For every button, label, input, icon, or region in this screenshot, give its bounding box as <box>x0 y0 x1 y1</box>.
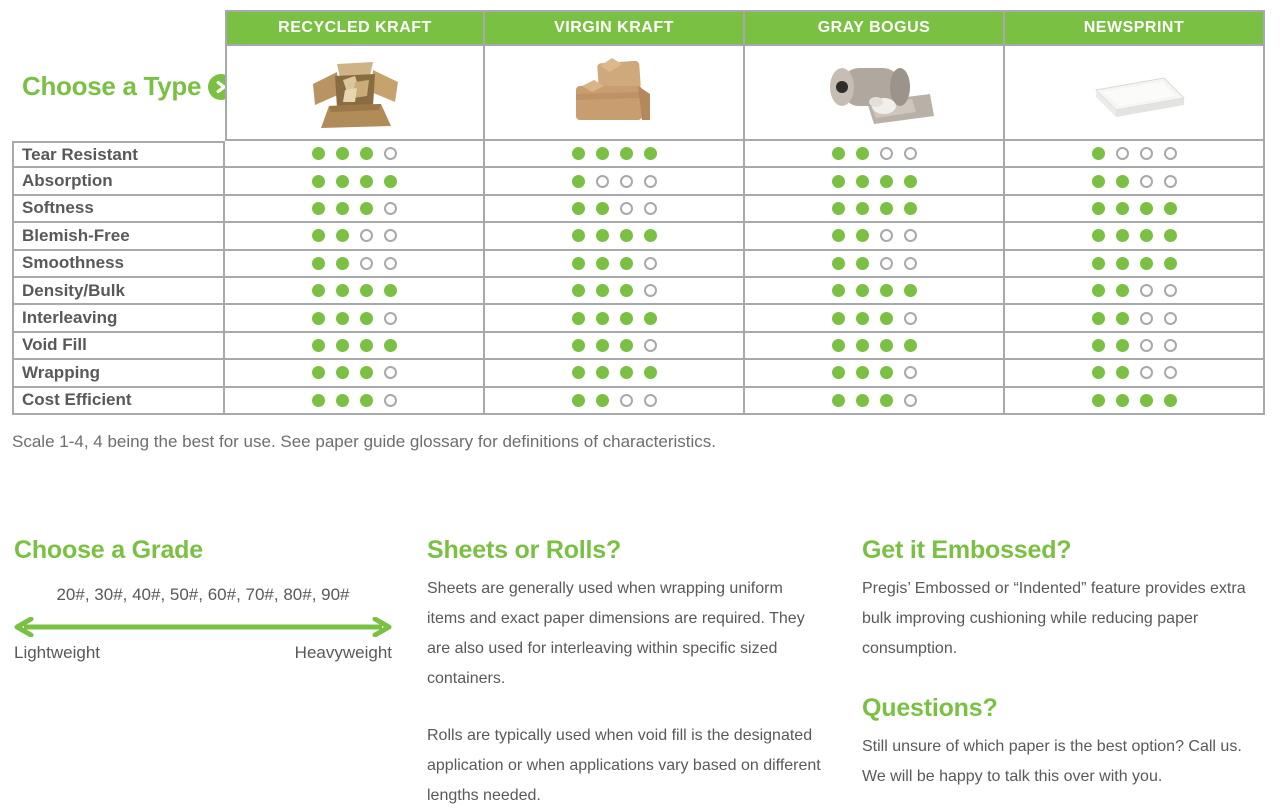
filled-rating-dot <box>336 284 349 297</box>
filled-rating-dot <box>384 175 397 188</box>
filled-rating-dot <box>880 366 893 379</box>
filled-rating-dot <box>904 339 917 352</box>
rating-density-bulk-gray-bogus <box>745 278 1005 305</box>
rating-softness-recycled-kraft <box>225 196 485 223</box>
recycled-kraft-image <box>293 50 418 136</box>
filled-rating-dot <box>620 366 633 379</box>
empty-rating-dot <box>620 394 633 407</box>
filled-rating-dot <box>832 339 845 352</box>
newsprint-sheets-cell <box>1005 46 1265 141</box>
filled-rating-dot <box>856 202 869 215</box>
lightweight-heavyweight-arrow-icon <box>14 617 392 637</box>
rating-interleaving-recycled-kraft <box>225 305 485 332</box>
filled-rating-dot <box>1140 394 1153 407</box>
empty-rating-dot <box>644 175 657 188</box>
questions-heading: Questions? <box>862 694 998 722</box>
filled-rating-dot <box>572 284 585 297</box>
choose-a-type-button[interactable] <box>12 10 225 141</box>
empty-rating-dot <box>904 257 917 270</box>
filled-rating-dot <box>1116 175 1129 188</box>
rating-smoothness-virgin-kraft <box>485 251 745 278</box>
sheets-or-rolls-heading: Sheets or Rolls? <box>427 536 622 564</box>
rating-wrapping-newsprint <box>1005 360 1265 387</box>
filled-rating-dot <box>644 147 657 160</box>
empty-rating-dot <box>384 147 397 160</box>
empty-rating-dot <box>1164 147 1177 160</box>
empty-rating-dot <box>644 394 657 407</box>
filled-rating-dot <box>1164 229 1177 242</box>
empty-rating-dot <box>1164 366 1177 379</box>
rating-density-bulk-recycled-kraft <box>225 278 485 305</box>
rating-cost-efficient-virgin-kraft <box>485 388 745 415</box>
virgin-kraft-packages-cell <box>485 46 745 141</box>
filled-rating-dot <box>572 202 585 215</box>
empty-rating-dot <box>644 257 657 270</box>
filled-rating-dot <box>1092 202 1105 215</box>
heavyweight-label: Heavyweight <box>294 643 392 662</box>
filled-rating-dot <box>1116 257 1129 270</box>
empty-rating-dot <box>904 366 917 379</box>
filled-rating-dot <box>832 394 845 407</box>
filled-rating-dot <box>644 366 657 379</box>
filled-rating-dot <box>336 257 349 270</box>
get-it-embossed-heading: Get it Embossed? <box>862 536 1072 564</box>
filled-rating-dot <box>1140 202 1153 215</box>
filled-rating-dot <box>572 147 585 160</box>
filled-rating-dot <box>1140 257 1153 270</box>
empty-rating-dot <box>904 394 917 407</box>
row-label-blemish-free: Blemish-Free <box>12 223 225 250</box>
filled-rating-dot <box>904 202 917 215</box>
empty-rating-dot <box>1140 339 1153 352</box>
filled-rating-dot <box>856 257 869 270</box>
row-label-cost-efficient: Cost Efficient <box>12 388 225 415</box>
row-label-void-fill: Void Fill <box>12 333 225 360</box>
filled-rating-dot <box>832 312 845 325</box>
filled-rating-dot <box>904 175 917 188</box>
column-header-virgin-kraft: VIRGIN KRAFT <box>485 10 745 46</box>
filled-rating-dot <box>1116 202 1129 215</box>
grade-values: 20#, 30#, 40#, 50#, 60#, 70#, 80#, 90# <box>56 585 350 604</box>
empty-rating-dot <box>384 257 397 270</box>
column-header-gray-bogus: GRAY BOGUS <box>745 10 1005 46</box>
filled-rating-dot <box>832 175 845 188</box>
empty-rating-dot <box>1164 175 1177 188</box>
rating-absorption-gray-bogus <box>745 168 1005 195</box>
rating-softness-virgin-kraft <box>485 196 745 223</box>
filled-rating-dot <box>312 366 325 379</box>
empty-rating-dot <box>1140 284 1153 297</box>
filled-rating-dot <box>360 202 373 215</box>
filled-rating-dot <box>856 229 869 242</box>
filled-rating-dot <box>312 147 325 160</box>
rating-absorption-recycled-kraft <box>225 168 485 195</box>
column-header-recycled-kraft: RECYCLED KRAFT <box>225 10 485 46</box>
empty-rating-dot <box>1164 284 1177 297</box>
filled-rating-dot <box>856 312 869 325</box>
filled-rating-dot <box>880 339 893 352</box>
filled-rating-dot <box>360 147 373 160</box>
rating-absorption-newsprint <box>1005 168 1265 195</box>
row-label-smoothness: Smoothness <box>12 251 225 278</box>
rating-density-bulk-newsprint <box>1005 278 1265 305</box>
filled-rating-dot <box>336 175 349 188</box>
filled-rating-dot <box>1116 284 1129 297</box>
scale-footnote: Scale 1-4, 4 being the best for use. See paper guide glossary for definitions of characteristics. <box>12 432 717 451</box>
rating-softness-gray-bogus <box>745 196 1005 223</box>
rating-blemish-free-gray-bogus <box>745 223 1005 250</box>
filled-rating-dot <box>1116 394 1129 407</box>
filled-rating-dot <box>596 394 609 407</box>
empty-rating-dot <box>384 229 397 242</box>
filled-rating-dot <box>832 202 845 215</box>
row-label-absorption: Absorption <box>12 168 225 195</box>
filled-rating-dot <box>880 284 893 297</box>
row-label-interleaving: Interleaving <box>12 305 225 332</box>
empty-rating-dot <box>644 284 657 297</box>
filled-rating-dot <box>856 175 869 188</box>
filled-rating-dot <box>596 229 609 242</box>
filled-rating-dot <box>620 147 633 160</box>
empty-rating-dot <box>384 312 397 325</box>
filled-rating-dot <box>572 175 585 188</box>
filled-rating-dot <box>904 284 917 297</box>
filled-rating-dot <box>360 175 373 188</box>
rating-void-fill-virgin-kraft <box>485 333 745 360</box>
filled-rating-dot <box>1092 257 1105 270</box>
filled-rating-dot <box>620 229 633 242</box>
rating-void-fill-recycled-kraft <box>225 333 485 360</box>
empty-rating-dot <box>360 229 373 242</box>
rating-interleaving-gray-bogus <box>745 305 1005 332</box>
filled-rating-dot <box>856 284 869 297</box>
filled-rating-dot <box>596 339 609 352</box>
rating-tear-resistant-gray-bogus <box>745 141 1005 168</box>
paper-type-comparison-table <box>12 10 1265 415</box>
filled-rating-dot <box>596 257 609 270</box>
empty-rating-dot <box>904 229 917 242</box>
filled-rating-dot <box>336 394 349 407</box>
filled-rating-dot <box>1092 284 1105 297</box>
filled-rating-dot <box>832 284 845 297</box>
sheets-paragraph: Sheets are generally used when wrapping uniform items and exact paper dimensions are required. They are also used for interleaving within specific sized containers. <box>427 580 805 687</box>
filled-rating-dot <box>1164 202 1177 215</box>
filled-rating-dot <box>1116 366 1129 379</box>
sheets-or-rolls-section <box>427 536 823 811</box>
filled-rating-dot <box>1092 147 1105 160</box>
gray-bogus-image <box>812 50 937 136</box>
rating-wrapping-gray-bogus <box>745 360 1005 387</box>
filled-rating-dot <box>336 147 349 160</box>
filled-rating-dot <box>596 202 609 215</box>
rating-wrapping-recycled-kraft <box>225 360 485 387</box>
empty-rating-dot <box>1116 147 1129 160</box>
empty-rating-dot <box>1140 366 1153 379</box>
filled-rating-dot <box>1092 175 1105 188</box>
filled-rating-dot <box>572 394 585 407</box>
rating-cost-efficient-gray-bogus <box>745 388 1005 415</box>
rating-tear-resistant-virgin-kraft <box>485 141 745 168</box>
filled-rating-dot <box>572 339 585 352</box>
choose-a-type-label: Choose a Type <box>22 71 202 101</box>
empty-rating-dot <box>620 202 633 215</box>
filled-rating-dot <box>312 394 325 407</box>
filled-rating-dot <box>644 312 657 325</box>
filled-rating-dot <box>1092 312 1105 325</box>
questions-paragraph: Still unsure of which paper is the best option? Call us. We will be happy to talk this over with you. <box>862 738 1242 785</box>
filled-rating-dot <box>644 229 657 242</box>
filled-rating-dot <box>336 229 349 242</box>
filled-rating-dot <box>360 339 373 352</box>
filled-rating-dot <box>1164 257 1177 270</box>
empty-rating-dot <box>620 175 633 188</box>
filled-rating-dot <box>312 257 325 270</box>
empty-rating-dot <box>1164 312 1177 325</box>
filled-rating-dot <box>312 202 325 215</box>
filled-rating-dot <box>312 229 325 242</box>
empty-rating-dot <box>384 394 397 407</box>
empty-rating-dot <box>384 366 397 379</box>
filled-rating-dot <box>832 257 845 270</box>
column-header-newsprint: NEWSPRINT <box>1005 10 1265 46</box>
row-label-softness: Softness <box>12 196 225 223</box>
choose-grade-section <box>14 536 392 663</box>
filled-rating-dot <box>832 366 845 379</box>
filled-rating-dot <box>312 175 325 188</box>
choose-grade-heading: Choose a Grade <box>14 536 203 564</box>
empty-rating-dot <box>384 202 397 215</box>
empty-rating-dot <box>360 257 373 270</box>
filled-rating-dot <box>596 147 609 160</box>
rating-density-bulk-virgin-kraft <box>485 278 745 305</box>
row-label-tear-resistant: Tear Resistant <box>12 141 225 168</box>
filled-rating-dot <box>336 202 349 215</box>
filled-rating-dot <box>1140 229 1153 242</box>
row-label-wrapping: Wrapping <box>12 360 225 387</box>
embossed-and-questions-section <box>862 536 1258 792</box>
filled-rating-dot <box>596 312 609 325</box>
filled-rating-dot <box>1092 339 1105 352</box>
filled-rating-dot <box>572 229 585 242</box>
filled-rating-dot <box>620 257 633 270</box>
rating-absorption-virgin-kraft <box>485 168 745 195</box>
filled-rating-dot <box>880 202 893 215</box>
filled-rating-dot <box>620 312 633 325</box>
rating-blemish-free-newsprint <box>1005 223 1265 250</box>
rating-tear-resistant-recycled-kraft <box>225 141 485 168</box>
empty-rating-dot <box>1140 147 1153 160</box>
empty-rating-dot <box>880 257 893 270</box>
empty-rating-dot <box>880 147 893 160</box>
rating-blemish-free-virgin-kraft <box>485 223 745 250</box>
filled-rating-dot <box>832 147 845 160</box>
filled-rating-dot <box>856 147 869 160</box>
rating-interleaving-virgin-kraft <box>485 305 745 332</box>
rating-smoothness-newsprint <box>1005 251 1265 278</box>
rating-void-fill-gray-bogus <box>745 333 1005 360</box>
filled-rating-dot <box>384 339 397 352</box>
filled-rating-dot <box>360 366 373 379</box>
row-label-density-bulk: Density/Bulk <box>12 278 225 305</box>
filled-rating-dot <box>336 366 349 379</box>
filled-rating-dot <box>620 339 633 352</box>
filled-rating-dot <box>1092 394 1105 407</box>
rating-softness-newsprint <box>1005 196 1265 223</box>
rolls-paragraph: Rolls are typically used when void fill is the designated application or when applications vary based on different lengths needed. <box>427 727 821 804</box>
virgin-kraft-image <box>552 50 677 136</box>
empty-rating-dot <box>644 202 657 215</box>
filled-rating-dot <box>596 284 609 297</box>
filled-rating-dot <box>856 366 869 379</box>
empty-rating-dot <box>1164 339 1177 352</box>
filled-rating-dot <box>856 339 869 352</box>
embossed-paragraph: Pregis’ Embossed or “Indented” feature provides extra bulk improving cushioning while reducing paper consumption. <box>862 580 1246 657</box>
filled-rating-dot <box>1164 394 1177 407</box>
empty-rating-dot <box>904 312 917 325</box>
empty-rating-dot <box>904 147 917 160</box>
rating-cost-efficient-newsprint <box>1005 388 1265 415</box>
filled-rating-dot <box>1116 229 1129 242</box>
filled-rating-dot <box>620 284 633 297</box>
rating-smoothness-gray-bogus <box>745 251 1005 278</box>
filled-rating-dot <box>572 312 585 325</box>
empty-rating-dot <box>1140 312 1153 325</box>
rating-wrapping-virgin-kraft <box>485 360 745 387</box>
filled-rating-dot <box>1116 312 1129 325</box>
filled-rating-dot <box>360 284 373 297</box>
filled-rating-dot <box>1092 366 1105 379</box>
filled-rating-dot <box>880 312 893 325</box>
rating-void-fill-newsprint <box>1005 333 1265 360</box>
filled-rating-dot <box>360 312 373 325</box>
filled-rating-dot <box>880 175 893 188</box>
filled-rating-dot <box>336 312 349 325</box>
filled-rating-dot <box>572 257 585 270</box>
filled-rating-dot <box>312 312 325 325</box>
empty-rating-dot <box>644 339 657 352</box>
rating-blemish-free-recycled-kraft <box>225 223 485 250</box>
filled-rating-dot <box>856 394 869 407</box>
empty-rating-dot <box>880 229 893 242</box>
empty-rating-dot <box>596 175 609 188</box>
filled-rating-dot <box>1116 339 1129 352</box>
filled-rating-dot <box>360 394 373 407</box>
filled-rating-dot <box>312 284 325 297</box>
rating-smoothness-recycled-kraft <box>225 251 485 278</box>
filled-rating-dot <box>572 366 585 379</box>
lightweight-label: Lightweight <box>14 643 101 662</box>
newsprint-image <box>1072 50 1197 136</box>
filled-rating-dot <box>832 229 845 242</box>
gray-bogus-roll-cell <box>745 46 1005 141</box>
filled-rating-dot <box>880 394 893 407</box>
filled-rating-dot <box>1092 229 1105 242</box>
rating-cost-efficient-recycled-kraft <box>225 388 485 415</box>
filled-rating-dot <box>384 284 397 297</box>
filled-rating-dot <box>596 366 609 379</box>
rating-interleaving-newsprint <box>1005 305 1265 332</box>
recycled-kraft-box-cell <box>225 46 485 141</box>
rating-tear-resistant-newsprint <box>1005 141 1265 168</box>
empty-rating-dot <box>1140 175 1153 188</box>
filled-rating-dot <box>336 339 349 352</box>
filled-rating-dot <box>312 339 325 352</box>
